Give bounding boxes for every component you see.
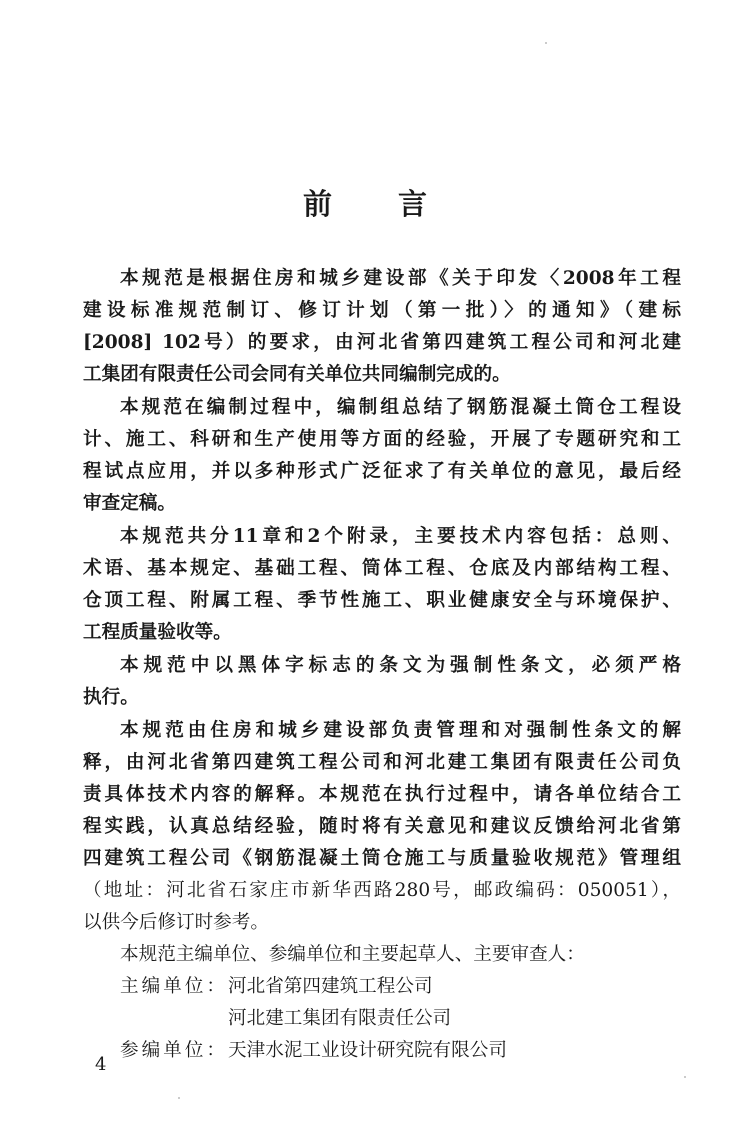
paragraph-3-line-2: 术语、基本规定、基础工程、筒体工程、仓底及内部结构工程、 (83, 558, 681, 579)
scan-speck (545, 42, 547, 44)
paragraph-1-line-4: 工集团有限责任公司会同有关单位共同编制完成的。 (83, 364, 511, 385)
page-title-char-1: 前 (302, 187, 332, 221)
chief-editor-label: 主编单位： (120, 976, 228, 997)
paragraph-5-line-3: 责具体技术内容的解释。本规范在执行过程中，请各单位结合工 (83, 784, 681, 805)
paragraph-5-line-6: （地址：河北省石家庄市新华西路280号，邮政编码：050051）， (83, 880, 681, 901)
chief-editor-unit-2: 河北建工集团有限责任公司 (228, 1008, 452, 1029)
scan-speck (684, 1076, 686, 1078)
chief-editor-unit-2-row (228, 1003, 451, 1035)
participating-unit-1: 天津水泥工业设计研究院有限公司 (228, 1040, 507, 1061)
paragraph-1-line-2: 建设标准规范制订、修订计划（第一批）〉的通知》（建标 (83, 300, 681, 321)
paragraph-1-line-1: 本规范是根据住房和城乡建设部《关于印发〈2008年工程 (120, 268, 681, 289)
page-number: 4 (95, 1054, 107, 1075)
chief-editor-unit-1: 河北省第四建筑工程公司 (228, 976, 433, 997)
paragraph-2-line-3: 程试点应用，并以多种形式广泛征求了有关单位的意见，最后经 (83, 461, 681, 482)
paragraph-5-line-1: 本规范由住房和城乡建设部负责管理和对强制性条文的解 (120, 720, 681, 741)
paragraph-5-line-5: 四建筑工程公司《钢筋混凝土筒仓施工与质量验收规范》管理组 (83, 848, 681, 869)
page-title-char-2: 言 (398, 187, 428, 221)
participating-row (120, 1035, 507, 1067)
paragraph-2-line-1: 本规范在编制过程中，编制组总结了钢筋混凝土筒仓工程设 (120, 397, 681, 418)
participating-label: 参编单位： (120, 1040, 228, 1061)
paragraph-5-line-7: 以供今后修订时参考。 (83, 912, 269, 933)
paragraph-2-line-4: 审查定稿。 (83, 493, 176, 514)
paragraph-4-line-2: 执行。 (83, 687, 139, 708)
paragraph-3-line-3: 仓顶工程、附属工程、季节性施工、职业健康安全与环境保护、 (83, 590, 681, 611)
page-title (0, 184, 730, 224)
paragraph-5-line-2: 释，由河北省第四建筑工程公司和河北建工集团有限责任公司负 (83, 752, 681, 773)
paragraph-6-line-1: 本规范主编单位、参编单位和主要起草人、主要审查人： (120, 944, 585, 965)
chief-editor-row (120, 971, 433, 1003)
paragraph-4-line-1: 本规范中以黑体字标志的条文为强制性条文，必须严格 (120, 655, 681, 676)
paragraph-3-line-1: 本规范共分11章和2个附录，主要技术内容包括：总则、 (120, 526, 681, 547)
paragraph-3-line-4: 工程质量验收等。 (83, 622, 232, 643)
paragraph-5-line-4: 程实践，认真总结经验，随时将有关意见和建议反馈给河北省第 (83, 816, 681, 837)
paragraph-1-line-3: [2008] 102号）的要求，由河北省第四建筑工程公司和河北建 (83, 332, 681, 353)
paragraph-2-line-2: 计、施工、科研和生产使用等方面的经验，开展了专题研究和工 (83, 429, 681, 450)
scan-speck (178, 1097, 180, 1099)
